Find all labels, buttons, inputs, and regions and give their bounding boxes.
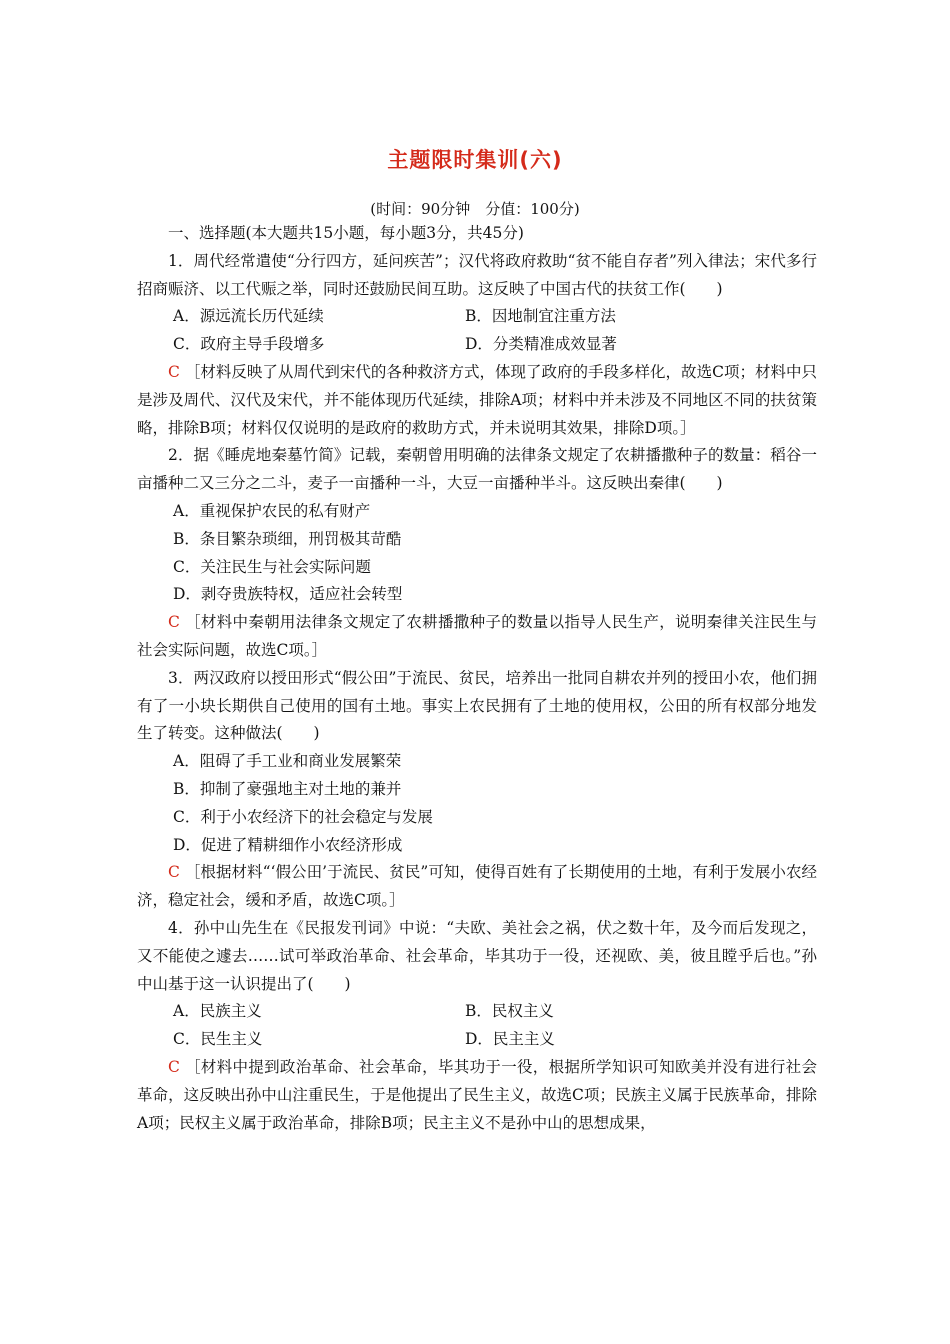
option-b: B．条目繁杂琐细，刑罚极其苛酷 bbox=[173, 529, 402, 548]
options-row bbox=[137, 1026, 817, 1054]
document-body bbox=[137, 220, 817, 1137]
option-d: D．民主主义 bbox=[465, 1030, 555, 1049]
explanation-text: ［材料反映了从周代到宋代的各种救济方式，体现了政府的手段多样化，故选C项；材料中只是涉及周代、汉代及宋代，并不能体现历代延续，排除A项；材料中并未涉及不同地区不同的扶贫策略，排除B项；材料仅仅说明的是政府的救助方式，并未说明其效果，排除D项。］ bbox=[137, 362, 817, 437]
options-row bbox=[137, 331, 817, 359]
answer-explanation bbox=[137, 1054, 817, 1137]
question-stem: 2．据《睡虎地秦墓竹简》记载，秦朝曾用明确的法律条文规定了农耕播撒种子的数量：稻谷一亩播种二又三分之二斗，麦子一亩播种一斗，大豆一亩播种半斗。这反映出秦律( ) bbox=[137, 446, 817, 493]
explanation-text: ［材料中提到政治革命、社会革命，毕其功于一役，根据所学知识可知欧美并没有进行社会革命，这反映出孙中山注重民生，于是他提出了民生主义，故选C项；民族主义属于民族革命，排除A项；民权主义属于政治革命，排除B项；民主主义不是孙中山的思想成果， bbox=[137, 1057, 817, 1132]
explanation-text: ［根据材料“‘假公田’于流民、贫民”可知，使得百姓有了长期使用的土地，有利于发展小农经济，稳定社会，缓和矛盾，故选C项。］ bbox=[137, 863, 817, 910]
answer-letter: C bbox=[168, 863, 180, 882]
page-title: 主题限时集训(六) bbox=[387, 148, 563, 172]
answer-explanation bbox=[137, 859, 817, 915]
options-row bbox=[137, 303, 817, 331]
time-score-info: (时间：90分钟 分值：100分) bbox=[370, 200, 580, 218]
answer-letter: C bbox=[168, 362, 180, 381]
section-heading: 一、选择题(本大题共15小题，每小题3分，共45分) bbox=[168, 224, 524, 242]
answer-letter: C bbox=[168, 1057, 180, 1076]
options-row bbox=[137, 998, 817, 1026]
option-d: D．剥夺贵族特权，适应社会转型 bbox=[173, 585, 403, 604]
question-stem: 3．两汉政府以授田形式“假公田”于流民、贫民，培养出一批同自耕农并列的授田小农，他们拥有了一小块长期供自己使用的国有土地。事实上农民拥有了土地的使用权，公田的所有权部分地发生了转变。这种做法( ) bbox=[137, 668, 817, 743]
option-b: B．抑制了豪强地主对土地的兼并 bbox=[173, 779, 402, 798]
option-c: C．关注民生与社会实际问题 bbox=[173, 557, 371, 576]
option-a: A．阻碍了手工业和商业发展繁荣 bbox=[173, 752, 402, 771]
answer-explanation bbox=[137, 609, 817, 665]
option-a: A．民族主义 bbox=[173, 1002, 262, 1021]
option-d: D．分类精准成效显著 bbox=[465, 335, 617, 354]
option-c: C．利于小农经济下的社会稳定与发展 bbox=[173, 807, 433, 826]
option-a: A．重视保护农民的私有财产 bbox=[173, 501, 371, 520]
answer-explanation bbox=[137, 359, 817, 442]
option-c: C．政府主导手段增多 bbox=[173, 335, 325, 354]
option-a: A．源远流长历代延续 bbox=[173, 307, 324, 326]
question-stem: 4．孙中山先生在《民报发刊词》中说：“夫欧、美社会之祸，伏之数十年，及今而后发现之，又不能使之遽去……试可举政治革命、社会革命，毕其功于一役，还视欧、美，彼且瞠乎后也。”孙中山基于这一认识提出了( ) bbox=[137, 918, 817, 993]
question-stem: 1．周代经常遣使“分行四方，延问疾苦”；汉代将政府救助“贫不能自存者”列入律法；宋代多行招商赈济、以工代赈之举，同时还鼓励民间互助。这反映了中国古代的扶贫工作( ) bbox=[137, 251, 817, 298]
answer-letter: C bbox=[168, 613, 180, 632]
option-d: D．促进了精耕细作小农经济形成 bbox=[173, 835, 403, 854]
option-c: C．民生主义 bbox=[173, 1030, 263, 1049]
explanation-text: ［材料中秦朝用法律条文规定了农耕播撒种子的数量以指导人民生产，说明秦律关注民生与社会实际问题，故选C项。］ bbox=[137, 613, 817, 659]
option-b: B．民权主义 bbox=[465, 1002, 554, 1021]
option-b: B．因地制宜注重方法 bbox=[465, 307, 616, 326]
